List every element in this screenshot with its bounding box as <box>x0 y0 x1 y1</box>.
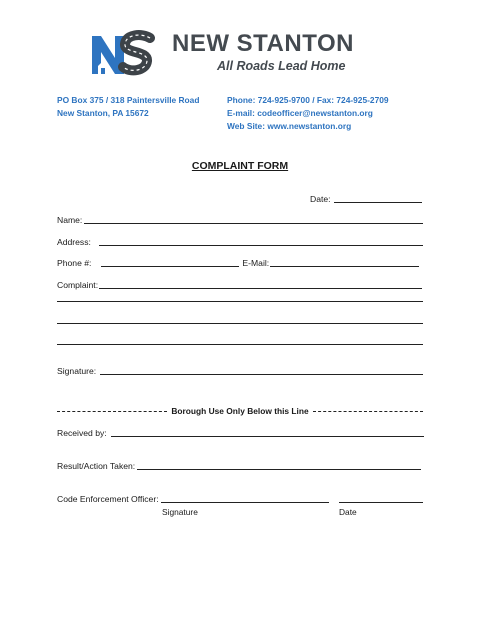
signature-row <box>57 366 423 376</box>
address-line-1: PO Box 375 / 318 Paintersville Road <box>57 95 200 105</box>
address-line-2: New Stanton, PA 15672 <box>57 108 149 118</box>
phone-field[interactable] <box>101 266 239 267</box>
result-row <box>57 461 421 471</box>
complaint-field-line[interactable] <box>57 344 423 345</box>
divider-dash-right <box>313 411 423 412</box>
email-label: E-Mail: <box>242 258 270 268</box>
date-row <box>310 194 423 204</box>
date-label: Date: <box>310 194 331 204</box>
signature-label: Signature: <box>57 366 97 376</box>
complaint-field-line[interactable] <box>57 323 423 324</box>
complaint-label: Complaint: <box>57 280 99 290</box>
address-row <box>57 237 423 247</box>
signature-field[interactable] <box>100 374 423 375</box>
letterhead <box>90 30 390 78</box>
contact-email: E-mail: codeofficer@newstanton.org <box>227 108 373 118</box>
borough-divider-text: Borough Use Only Below this Line <box>171 406 309 416</box>
received-field[interactable] <box>111 436 424 437</box>
result-label: Result/Action Taken: <box>57 461 136 471</box>
phone-label: Phone #: <box>57 258 92 268</box>
contact-website: Web Site: www.newstanton.org <box>227 121 352 131</box>
complaint-line-3 <box>57 323 423 325</box>
contact-info <box>227 94 389 133</box>
brand-tagline: All Roads Lead Home <box>217 59 346 73</box>
address-label: Address: <box>57 237 91 247</box>
form-title: COMPLAINT FORM <box>191 160 289 172</box>
name-row <box>57 215 423 225</box>
name-field[interactable] <box>84 223 423 224</box>
complaint-row <box>57 280 422 290</box>
complaint-line-2 <box>57 301 423 303</box>
address-field[interactable] <box>99 245 423 246</box>
new-stanton-logo-icon <box>90 30 160 76</box>
signature-caption: Signature <box>162 507 198 517</box>
officer-signature-field[interactable] <box>161 502 329 503</box>
officer-date-field[interactable] <box>339 502 423 503</box>
name-label: Name: <box>57 215 83 225</box>
brand-name: NEW STANTON <box>172 30 354 57</box>
officer-row <box>57 494 423 504</box>
email-field[interactable] <box>270 266 419 267</box>
borough-use-divider <box>57 406 423 416</box>
date-field[interactable] <box>334 202 422 203</box>
officer-label: Code Enforcement Officer: <box>57 494 159 504</box>
mailing-address <box>57 94 199 120</box>
received-row <box>57 428 424 438</box>
result-field[interactable] <box>137 469 421 470</box>
received-label: Received by: <box>57 428 107 438</box>
date-caption: Date <box>339 507 357 517</box>
complaint-field-line[interactable] <box>57 301 423 302</box>
complaint-line-4 <box>57 344 423 346</box>
phone-email-row <box>57 258 419 268</box>
divider-dash-left <box>57 411 167 412</box>
phone-fax: Phone: 724-925-9700 / Fax: 724-925-2709 <box>227 95 389 105</box>
complaint-field[interactable] <box>99 288 422 289</box>
